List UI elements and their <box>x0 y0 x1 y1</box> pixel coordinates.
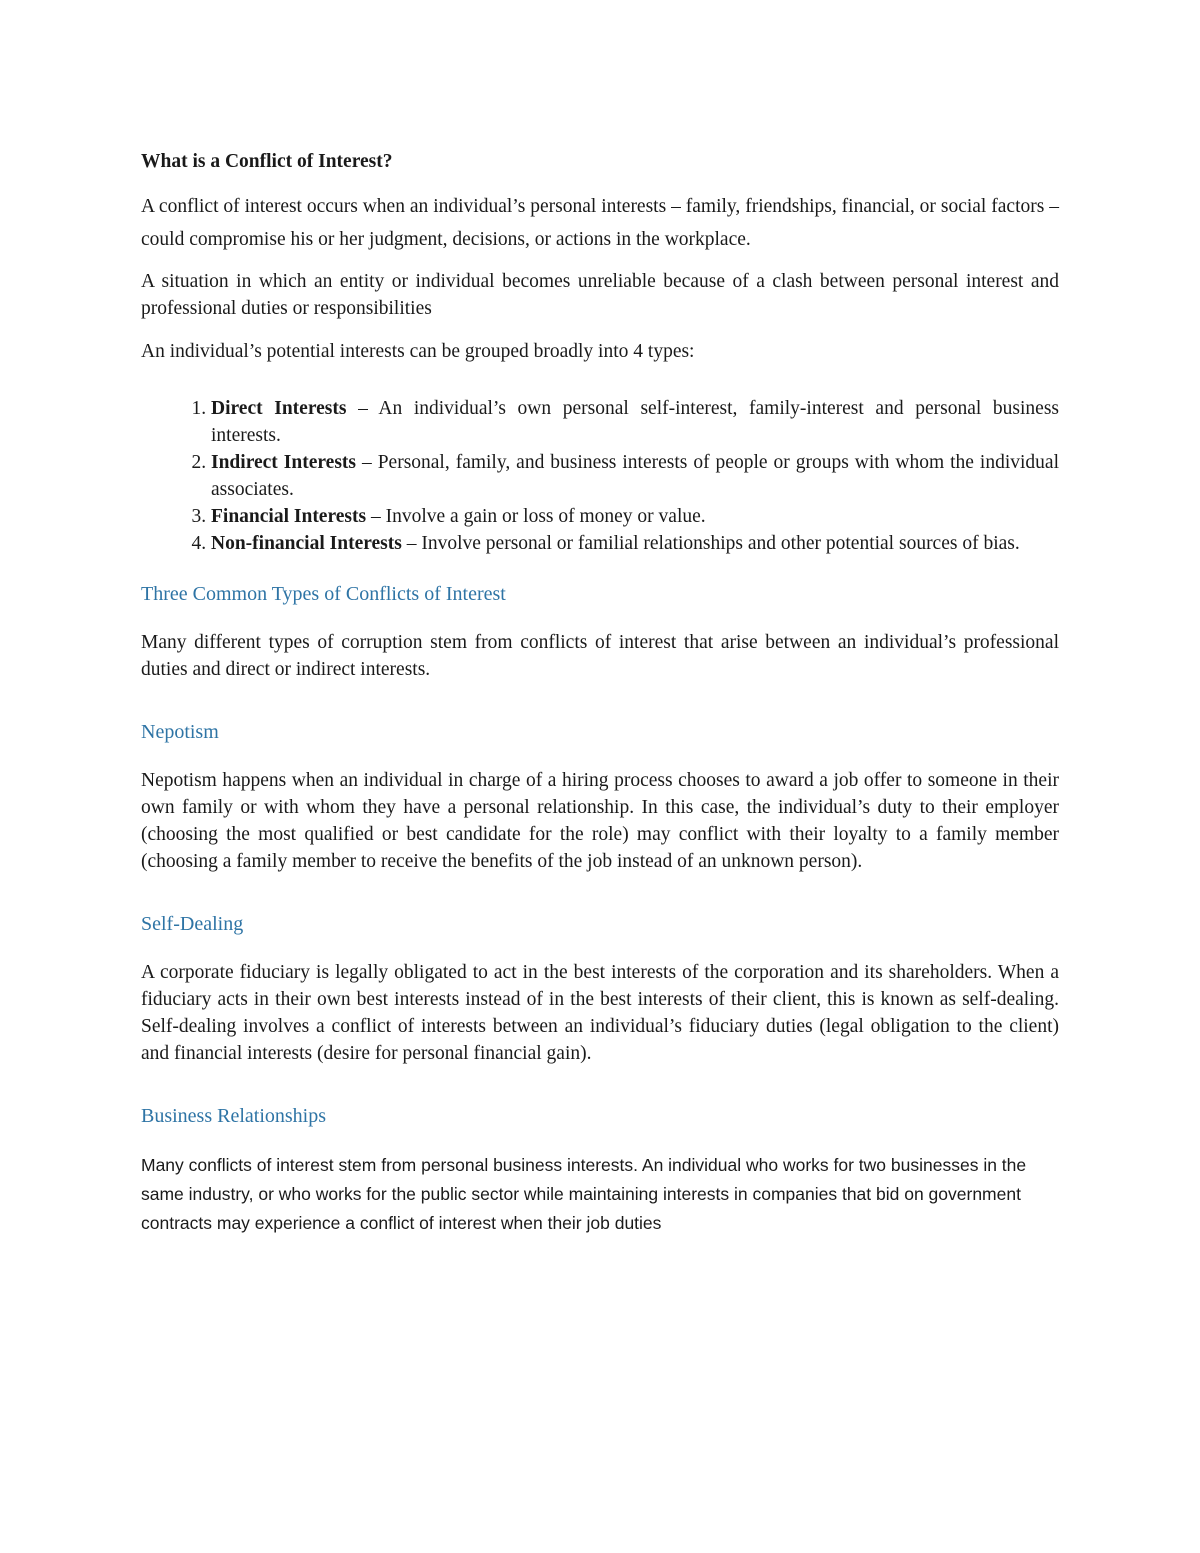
list-item-term: Non-financial Interests <box>211 533 402 554</box>
list-item-term: Direct Interests <box>211 398 347 419</box>
self-dealing-paragraph: A corporate fiduciary is legally obligated to act in the best interests of the corporation and its shareholders. When a fiduciary acts in their own best interests instead of in the best interests of their client, this is known as self-dealing. Self-dealing involves a conflict of interests between an individual’s fiduciary duties (legal obligation to the client) and financial interests (desire for personal financial gain). <box>141 962 1059 1064</box>
business-relationships-paragraph: Many conflicts of interest stem from personal business interests. An individual who works for two businesses in the same industry, or who works for the public sector while maintaining interests in companies that bid on government contracts may experience a conflict of interest when their job duties <box>141 1155 1027 1233</box>
section-heading-business-relationships: Business Relationships <box>141 1105 327 1127</box>
section-heading-self-dealing: Self-Dealing <box>141 913 244 935</box>
section-heading-common-types: Three Common Types of Conflicts of Interest <box>141 583 506 605</box>
list-item <box>211 503 1059 530</box>
list-item-term: Financial Interests <box>211 506 367 527</box>
list-item <box>211 449 1059 503</box>
list-item <box>211 530 1059 557</box>
nepotism-paragraph: Nepotism happens when an individual in charge of a hiring process chooses to award a job offer to someone in their own family or with whom they have a personal relationship. In this case, the individual’s duty to their employer (choosing the most qualified or best candidate for the role) may conflict with their loyalty to a family member (choosing a family member to receive the benefits of the job instead of an unknown person). <box>141 770 1059 872</box>
list-item-desc: – Personal, family, and business interests of people or groups with whom the individual associates. <box>211 452 1060 500</box>
list-item-desc: – An individual’s own personal self-interest, family-interest and personal business interests. <box>211 398 1059 446</box>
document-title: What is a Conflict of Interest? <box>141 151 393 172</box>
common-types-paragraph: Many different types of corruption stem from conflicts of interest that arise between an individual’s professional duties and direct or indirect interests. <box>141 632 1059 680</box>
list-item <box>211 395 1059 449</box>
definition-paragraph-1: A conflict of interest occurs when an individual’s personal interests – family, friendships, financial, or social factors – could compromise his or her judgment, decisions, or actions in the workplace. <box>141 196 1059 250</box>
definition-paragraph-2: A situation in which an entity or individual becomes unreliable because of a clash between personal interest and professional duties or responsibilities <box>141 271 1059 319</box>
interest-types-list <box>141 395 1059 557</box>
document-page <box>141 148 1059 1238</box>
list-item-term: Indirect Interests <box>211 452 356 473</box>
list-item-desc: – Involve a gain or loss of money or value. <box>366 506 706 527</box>
list-item-desc: – Involve personal or familial relationships and other potential sources of bias. <box>401 533 1020 554</box>
types-intro-paragraph: An individual’s potential interests can be grouped broadly into 4 types: <box>141 341 695 362</box>
section-heading-nepotism: Nepotism <box>141 721 219 743</box>
